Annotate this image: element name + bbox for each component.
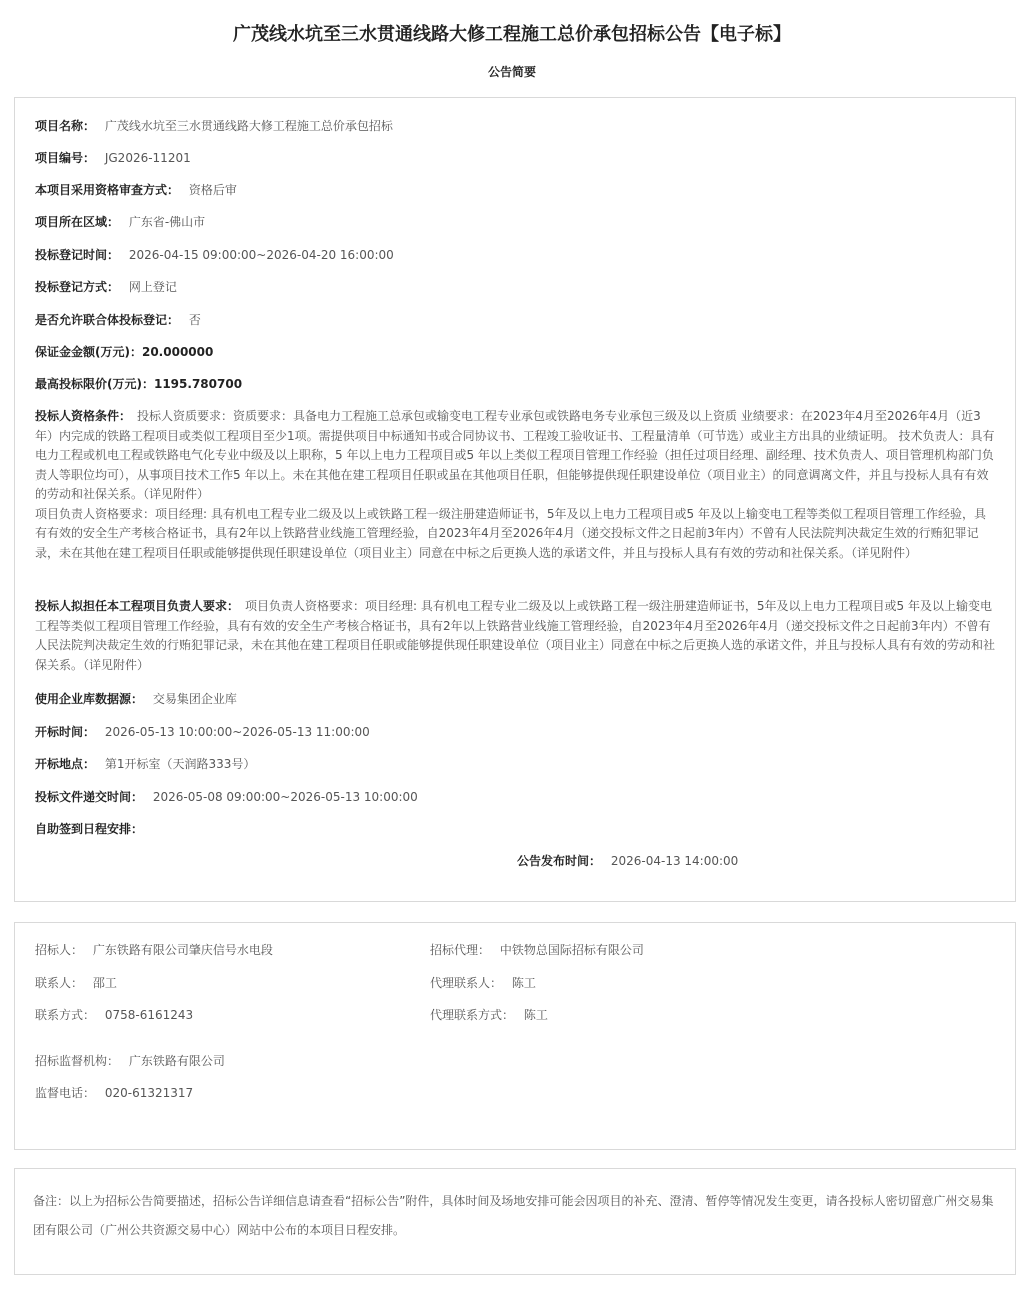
agent-contact-label: 代理联系人：	[430, 976, 503, 990]
deposit-value: 20.000000	[141, 345, 214, 359]
tenderer-label: 招标人：	[35, 943, 84, 957]
project-code-row	[35, 150, 997, 166]
page-subtitle: 公告简要	[487, 65, 536, 79]
agent-row	[430, 942, 644, 958]
region-value: 广东省-佛山市	[128, 215, 206, 229]
agent-label: 招标代理：	[430, 943, 491, 957]
enterprise-db-label: 使用企业库数据源：	[35, 692, 144, 706]
self-checkin-row	[35, 821, 997, 837]
supervisor-row	[35, 1053, 997, 1069]
tenderer-row	[35, 942, 415, 958]
contacts-panel	[14, 922, 1016, 1150]
supervisor-phone-label: 监督电话：	[35, 1086, 96, 1100]
qualification-review-label: 本项目采用资格审查方式：	[35, 183, 180, 197]
project-code-value: JG2026-11201	[104, 151, 191, 165]
submission-time-label: 投标文件递交时间：	[35, 790, 144, 804]
supervisor-label: 招标监督机构：	[35, 1054, 120, 1068]
project-manager-value: 项目负责人资格要求：项目经理: 具有机电工程专业二级及以上或铁路工程一级注册建造师证书，5年及以上电力工程项目或5 年及以上输变电工程等类似工程项目管理工作经验，具有有效的安全生产考核合格证书，具有2年以上铁路营业线施工管理经验，自2023年4月至2026年4月（递交投标文件之日起前3年内）不曾有人民法院判决裁定生效的行贿犯罪记录，未在其他在建工程项目任职或能够提供现任职建设单位（项目业主）同意在中标之后更换人选的承诺文件，并且与投标人具有有效的劳动和社保关系。（详见附件）	[35, 599, 996, 672]
bidder-qualification-value: 投标人资质要求：资质要求：具备电力工程施工总承包或输变电工程专业承包或铁路电务专业承包三级及以上资质 业绩要求：在2023年4月至2026年4月（近3年）内完成的铁路工程项目或类似工程项目至少1项。需提供项目中标通知书或合同协议书、工程竣工验收证书、工程量清单（可节选）或业主方出具的业绩证明。 技术负责人：具有电力工程或机电工程或铁路电气化专业中级及以上职称，5 年以上电力工程项目或5 年以上类似工程项目管理工作经验（担任过项目经理、副经理、技术负责人、项目管理机构部门负责人等职位均可），从事项目技术工作5 年以上。未在其他在建工程项目任职或虽在其他项目任职，但能够提供现任职建设单位（项目业主）的同意调离文件，并且与投标人具有有效的劳动和社保关系。（详见附件）	[35, 409, 995, 501]
supervisor-phone-value: 020-61321317	[104, 1086, 194, 1100]
opening-place-value: 第1开标室（天润路333号）	[104, 757, 256, 771]
opening-time-label: 开标时间：	[35, 725, 96, 739]
consortium-row	[35, 312, 997, 328]
project-manager-block	[35, 597, 997, 675]
submission-time-row	[35, 789, 997, 805]
consortium-value: 否	[188, 313, 201, 327]
qualification-review-row	[35, 182, 997, 198]
enterprise-db-value: 交易集团企业库	[152, 692, 237, 706]
contact-person-row	[35, 975, 415, 991]
agent-phone-label: 代理联系方式：	[430, 1008, 515, 1022]
bidder-qualification-label: 投标人资格条件：	[35, 409, 132, 423]
max-price-label: 最高投标限价(万元)：	[35, 377, 154, 391]
supervisor-phone-row	[35, 1085, 997, 1101]
registration-time-label: 投标登记时间：	[35, 248, 120, 262]
project-name-row	[35, 118, 997, 134]
remark-text: 备注：以上为招标公告简要描述，招标公告详细信息请查看“招标公告”附件，具体时间及场地安排可能会因项目的补充、澄清、暂停等情况发生变更，请各投标人密切留意广州交易集团有限公司（广州公共资源交易中心）网站中公布的本项目日程安排。	[33, 1194, 994, 1237]
project-name-label: 项目名称：	[35, 119, 96, 133]
project-manager-label: 投标人拟担任本工程项目负责人要求：	[35, 599, 240, 613]
submission-time-value: 2026-05-08 09:00:00~2026-05-13 10:00:00	[152, 790, 418, 804]
max-price-value: 1195.780700	[153, 377, 243, 391]
registration-method-label: 投标登记方式：	[35, 280, 120, 294]
agent-phone-value: 陈工	[523, 1008, 548, 1022]
supervisor-value: 广东铁路有限公司	[128, 1054, 225, 1068]
self-checkin-label: 自助签到日程安排：	[35, 822, 144, 836]
bidder-qualification-manager-value: 项目负责人资格要求：项目经理: 具有机电工程专业二级及以上或铁路工程一级注册建造师证书，5年及以上电力工程项目或5 年及以上输变电工程等类似工程项目管理工作经验，具有有效的安全生产考核合格证书，具有2年以上铁路营业线施工管理经验，自2023年4月至2026年4月（递交投标文件之日起前3年内）不曾有人民法院判决裁定生效的行贿犯罪记录，未在其他在建工程项目任职或能够提供现任职建设单位（项目业主）同意在中标之后更换人选的承诺文件，并且与投标人具有有效的劳动和社保关系。（详见附件）	[35, 506, 986, 560]
remark-panel	[14, 1168, 1016, 1275]
contact-person-label: 联系人：	[35, 976, 84, 990]
phone-row	[35, 1007, 415, 1023]
agent-contact-value: 陈工	[511, 976, 536, 990]
registration-method-value: 网上登记	[128, 280, 177, 294]
deposit-label: 保证金金额(万元)：	[35, 345, 142, 359]
project-name-value: 广茂线水坑至三水贯通线路大修工程施工总价承包招标	[104, 119, 393, 133]
opening-place-label: 开标地点：	[35, 757, 96, 771]
tenderer-value: 广东铁路有限公司肇庆信号水电段	[92, 943, 273, 957]
phone-label: 联系方式：	[35, 1008, 96, 1022]
enterprise-db-row	[35, 691, 997, 707]
publish-time-label: 公告发布时间：	[517, 854, 602, 868]
deposit-row	[35, 344, 997, 360]
agent-value: 中铁物总国际招标有限公司	[499, 943, 644, 957]
registration-time-value: 2026-04-15 09:00:00~2026-04-20 16:00:00	[128, 248, 394, 262]
max-price-row	[35, 376, 997, 392]
publish-time-value: 2026-04-13 14:00:00	[610, 854, 739, 868]
registration-method-row	[35, 279, 997, 295]
opening-time-value: 2026-05-13 10:00:00~2026-05-13 11:00:00	[104, 725, 370, 739]
agent-contact-row	[430, 975, 536, 991]
opening-time-row	[35, 724, 997, 740]
opening-place-row	[35, 756, 997, 772]
region-label: 项目所在区域：	[35, 215, 120, 229]
publish-time-row	[517, 853, 987, 869]
qualification-review-value: 资格后审	[188, 183, 237, 197]
page-title: 广茂线水坑至三水贯通线路大修工程施工总价承包招标公告【电子标】	[233, 24, 791, 45]
registration-time-row	[35, 247, 997, 263]
bidder-qualification-block	[35, 407, 997, 563]
project-code-label: 项目编号：	[35, 151, 96, 165]
region-row	[35, 214, 997, 230]
phone-value: 0758-6161243	[104, 1008, 194, 1022]
summary-panel	[14, 97, 1016, 902]
agent-phone-row	[430, 1007, 548, 1023]
consortium-label: 是否允许联合体投标登记：	[35, 313, 180, 327]
contact-person-value: 邵工	[92, 976, 117, 990]
